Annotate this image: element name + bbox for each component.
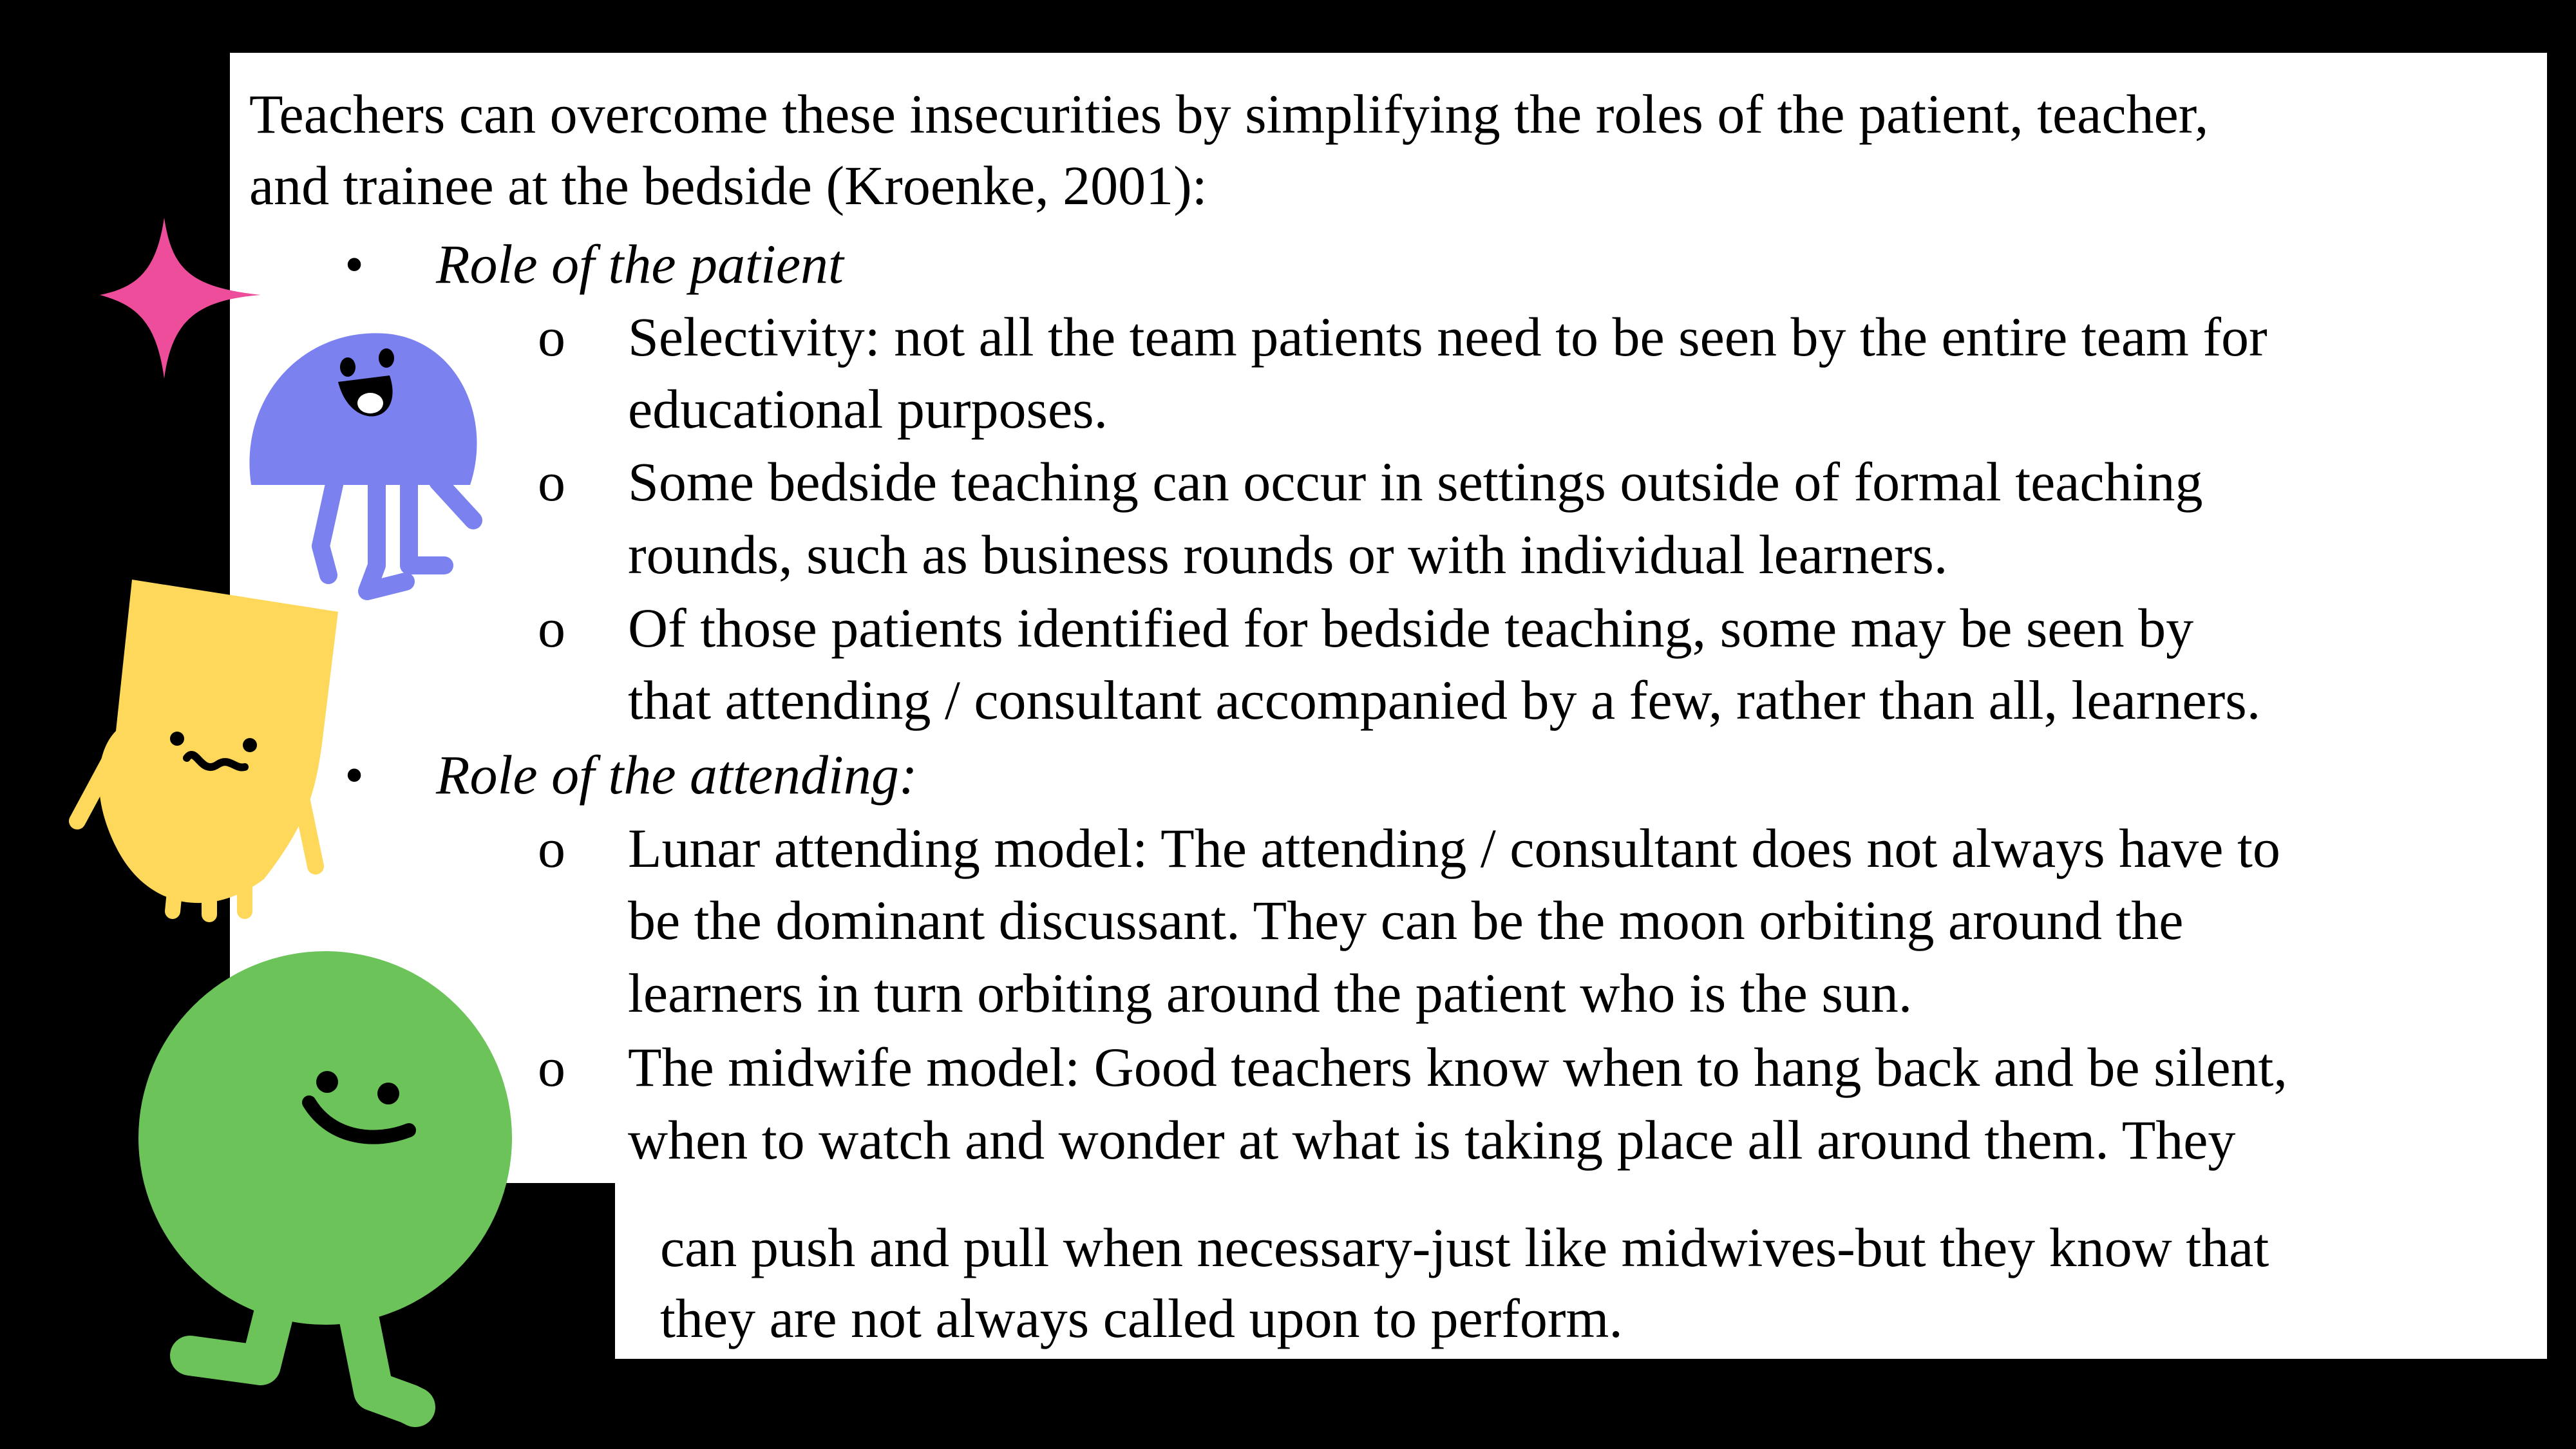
continuation-line-2: they are not always called upon to perform. bbox=[660, 1287, 1623, 1349]
list-item-line: Some bedside teaching can occur in settings outside of formal teaching bbox=[628, 451, 2203, 513]
list-item-line: rounds, such as business rounds or with individual learners. bbox=[628, 524, 1948, 585]
continuation-line-1: can push and pull when necessary-just like midwives-but they know that bbox=[660, 1217, 2269, 1278]
list-item-line: Selectivity: not all the team patients need to be seen by the entire team for bbox=[628, 306, 2268, 368]
bullet-dot: • bbox=[345, 233, 365, 295]
intro-line-1: Teachers can overcome these insecurities by simplifying the roles of the patient, teacher, bbox=[249, 83, 2209, 145]
list-item-line: be the dominant discussant. They can be the moon orbiting around the bbox=[628, 889, 2184, 951]
intro-line-2: and trainee at the bedside (Kroenke, 2001): bbox=[249, 155, 1208, 216]
list-item-line: that attending / consultant accompanied by a few, rather than all, learners. bbox=[628, 669, 2261, 731]
list-item-line: when to watch and wonder at what is taking place all around them. They bbox=[628, 1109, 2236, 1171]
sub-bullet: o bbox=[538, 817, 565, 879]
jellyfish-character-icon bbox=[245, 321, 489, 611]
sparkle-icon bbox=[100, 218, 261, 379]
section-heading-patient: Role of the patient bbox=[436, 233, 844, 295]
sub-bullet: o bbox=[538, 597, 565, 659]
sub-bullet: o bbox=[538, 306, 565, 368]
list-item-line: educational purposes. bbox=[628, 378, 1108, 440]
list-item-line: Of those patients identified for bedside teaching, some may be seen by bbox=[628, 597, 2194, 659]
sub-bullet: o bbox=[538, 1036, 565, 1098]
section-heading-attending: Role of the attending: bbox=[436, 744, 918, 806]
sub-bullet: o bbox=[538, 451, 565, 513]
list-item-line: learners in turn orbiting around the patient who is the sun. bbox=[628, 962, 1913, 1024]
list-item-line: The midwife model: Good teachers know when to hang back and be silent, bbox=[628, 1036, 2287, 1098]
list-item-line: Lunar attending model: The attending / consultant does not always have to bbox=[628, 817, 2280, 879]
bullet-dot: • bbox=[345, 744, 365, 806]
green-character-icon bbox=[132, 947, 531, 1436]
yellow-character-icon bbox=[52, 576, 354, 937]
